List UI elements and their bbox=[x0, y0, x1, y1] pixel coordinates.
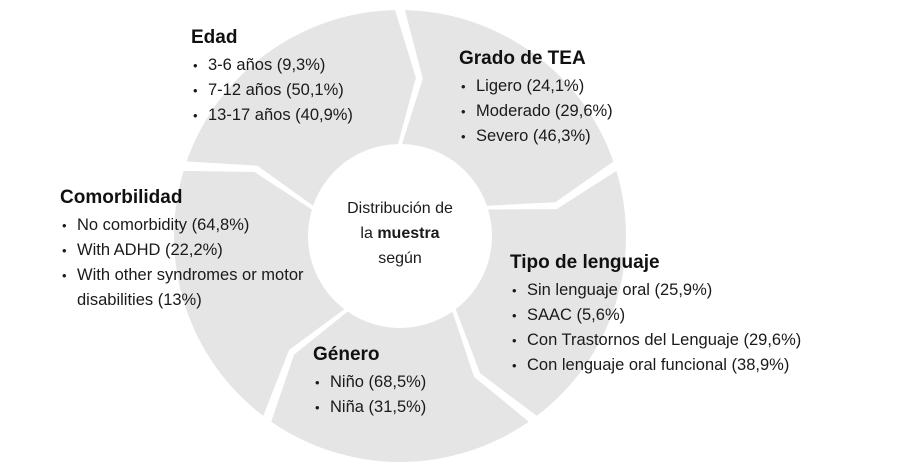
list-item: • Con Trastornos del Lenguaje (29,6%) bbox=[510, 328, 801, 353]
list-item: • Severo (46,3%) bbox=[459, 124, 613, 149]
segment-title: Comorbilidad bbox=[60, 187, 183, 208]
segment-list bbox=[191, 53, 353, 128]
list-item: • Con lenguaje oral funcional (38,9%) bbox=[510, 353, 801, 378]
center-line-2: la muestra bbox=[360, 225, 440, 242]
list-item: • 7-12 años (50,1%) bbox=[191, 78, 353, 103]
list-item: • Niño (68,5%) bbox=[313, 370, 426, 395]
list-item: • 13-17 años (40,9%) bbox=[191, 103, 353, 128]
segment-title: Tipo de lenguaje bbox=[510, 252, 660, 273]
segment-list bbox=[60, 213, 320, 313]
list-item: • With other syndromes or motor disabilities (13%) bbox=[60, 263, 320, 313]
segment-grado-tea bbox=[459, 48, 613, 149]
segment-list bbox=[459, 74, 613, 149]
list-item: • 3-6 años (9,3%) bbox=[191, 53, 353, 78]
list-item: • Niña (31,5%) bbox=[313, 395, 426, 420]
segment-list bbox=[510, 278, 801, 378]
center-line-3: según bbox=[378, 250, 422, 267]
segment-edad bbox=[191, 27, 353, 128]
list-item: • SAAC (5,6%) bbox=[510, 303, 801, 328]
list-item: • Sin lenguaje oral (25,9%) bbox=[510, 278, 801, 303]
center-line-1: Distribución de bbox=[347, 200, 453, 217]
segment-title: Edad bbox=[191, 27, 238, 48]
segment-list bbox=[313, 370, 426, 420]
list-item: • Ligero (24,1%) bbox=[459, 74, 613, 99]
list-item: • Moderado (29,6%) bbox=[459, 99, 613, 124]
segment-comorbilidad bbox=[60, 187, 320, 313]
segment-genero bbox=[313, 344, 426, 420]
segment-title: Género bbox=[313, 344, 380, 365]
list-item: • No comorbidity (64,8%) bbox=[60, 213, 320, 238]
segment-tipo-lenguaje bbox=[510, 252, 801, 378]
list-item: • With ADHD (22,2%) bbox=[60, 238, 320, 263]
segment-title: Grado de TEA bbox=[459, 48, 586, 69]
center-label bbox=[320, 196, 480, 271]
center-emphasis: muestra bbox=[377, 225, 440, 242]
